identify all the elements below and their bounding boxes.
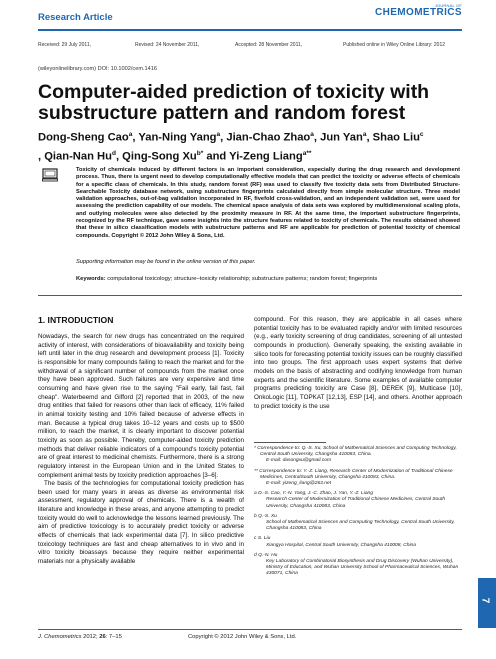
footnote-email[interactable]: E-mail: dasongxu@gmail.com	[266, 458, 332, 464]
affiliation-mark: a	[128, 131, 133, 138]
article-type: Research Article	[38, 12, 113, 23]
author-name: and Yi-Zeng Liang	[203, 150, 303, 163]
footer-rule	[38, 629, 462, 630]
page-number: 7	[479, 597, 491, 604]
affiliation-mark: a	[310, 131, 314, 138]
footnote-text: Q.-S. Xu	[258, 513, 277, 519]
computer-icon	[42, 168, 58, 182]
section-heading: 1. INTRODUCTION	[38, 315, 114, 325]
affiliation-mark: c	[419, 131, 424, 138]
article-dates	[38, 42, 462, 52]
body-paragraph: The basis of the technologies for computational toxicity prediction has been used for many years in areas as diverse as environmental risk assessment, regulatory approval of chemicals. There is a wealth of literature and knowledge in these areas, and anyone attempting to predict toxicity would do well to acknowledge the lessons learned previously. The aim of predictive toxicology is to accurately predict toxicity or adverse effects of chemicals that lack experimental data [7]. In silico predictive toxicology techniques are fast and cheap alternatives to in vivo and in vitro toxicity bioassays because they require neither experimental materials nor a physically available	[38, 480, 244, 566]
author-name: Dong-Sheng Cao	[38, 131, 129, 144]
page-number-tab	[478, 578, 496, 628]
author-name: , Jian-Chao Zhao	[220, 131, 311, 144]
author-name: , Yan-Ning Yang	[132, 131, 217, 144]
footnote	[254, 446, 462, 465]
affiliation-mark: a	[216, 131, 221, 138]
footer-citation	[38, 634, 122, 640]
footer-copyright: Copyright © 2012 John Wiley & Sons, Ltd.	[188, 634, 297, 640]
footnote-text: D.-S. Cao, Y.-N. Yang, J.-C. Zhao, J. Yan, Y.-Z. Liang	[258, 491, 373, 497]
footnote-affiliation: Research Center of Modernization of Traditional Chinese Medicines, Central South University, Changsha 410083, China	[266, 497, 446, 509]
journal-prefix: JOURNAL OF	[434, 3, 462, 8]
footnote-text: Correspondence to: Y.-Z. Liang, Research Center of Modernization of Traditional Chinese Medicines, CentralSouth University, Changsha 410083, China.	[259, 468, 453, 480]
author-name: , Jun Yan	[313, 131, 363, 144]
footnote	[254, 514, 462, 533]
affiliation-mark: a	[362, 131, 367, 138]
footnote-mark: **	[254, 468, 258, 474]
article-title: Computer-aided prediction of toxicity with substructure pattern and random forest	[38, 81, 430, 124]
footnote-mark: *	[254, 446, 256, 451]
footnote-email[interactable]: E-mail: yizeng_liang@263.net	[266, 481, 332, 487]
keywords-list: computational toxicology; structure–toxicity relationship; substructure patterns; random forest; fingerprints	[105, 276, 378, 282]
footnote-mark: c	[254, 536, 257, 542]
keywords	[76, 276, 460, 284]
affiliation-mark: a**	[302, 149, 312, 157]
footnote	[254, 491, 462, 510]
doi-line[interactable]: (wileyonlinelibrary.com) DOI: 10.1002/cem.1416	[38, 66, 157, 72]
footnote-affiliation: Key Laboratory of Combinatorial Biosynthesis and Drug Discovery (Wuhan University), Ministry of Education, and Wuhan University School of Pharmaceutical Sciences, Wuhan 430071, China	[266, 559, 459, 577]
footnote	[254, 469, 462, 488]
journal-name: CHEMOMETRICS	[374, 7, 462, 18]
abstract-text: Toxicity of chemicals induced by different factors is an important consideration, especially during the drug research and development process. Thus, there is urgent need to develop computationally effective models that can predict the toxicity or adverse effects of chemicals for a specific class of chemicals. In this study, random forest (RF) was used to classify five toxicity data sets from Distributed Structure-Searchable Toxicity database network, using substructure fingerprints calculated directly from simple molecular structure. Three model validation approaches, out-of-bag validation incorporated in RF, fivefold cross-validation, and an independent validation set, were used for assessing the prediction capability of our models. The chemical space analysis of data sets was explored by multidimensional scaling plots, and outlying molecules were also detected by the proximity measure in RF. At the same time, the important substructure fingerprints, recognized by the RF technique, gave some insights into the structure features related to toxicity of chemicals. The results obtained showed that these in silico classification models with substructure patterns and RF are applicable for prediction of potential toxicity of chemical compounds. Copyright © 2012 John Wiley & Sons, Ltd.	[76, 167, 460, 239]
affiliation-mark: d	[111, 149, 116, 157]
footnote-text: Correspondence to: Q.-S. Xu, School of Mathematical Sciences and Computing Technology, Central South University, Changsha 410083, China.	[257, 446, 457, 458]
author-list	[38, 127, 462, 164]
footnote-text: S. Liu	[257, 536, 271, 542]
footnote-affiliation: School of Mathematical Sciences and Computing Technology, Central South University, Changsha 410083, China	[266, 520, 455, 532]
footnote-affiliation: Xiangya Hospital, Central South University, Changsha 410008, China	[266, 542, 416, 548]
body-paragraph: compound. For this reason, they are applicable in all cases where potential toxicity has to be evaluated rapidly and/or with limited resources (e.g., early toxicity screening of drug candidates, screening of all untested compounds in production). Generally speaking, the existing available in silico tools for forecasting potential toxicity issues can be roughly classified into two groups. The first approach uses expert systems that derive models on the basis of abstracting and codifying knowledge from human experts and the scientific literature. Some examples of available computer programs predicting toxicity are Case [8], DEREK [9], Multicase [10], OnkoLogic [11], TOPKAT [12,13], ESP [14], and others. Another approach to predict toxicity is the use	[254, 316, 462, 410]
keywords-label: Keywords:	[76, 276, 106, 282]
footnote	[254, 536, 462, 548]
accepted-date: Accepted: 28 November 2011,	[235, 42, 303, 48]
footer-year: 2012;	[81, 634, 100, 640]
footnote-mark: d	[254, 552, 257, 558]
section-divider	[38, 295, 462, 296]
supporting-info-note: Supporting information may be found in the online version of this paper.	[76, 259, 256, 265]
footer-volume: 26	[99, 634, 106, 640]
received-date: Received: 29 July 2011,	[38, 42, 91, 48]
footer-journal: J. Chemometrics	[38, 634, 82, 640]
footnote-mark: b	[254, 513, 257, 519]
footnote-rule	[254, 442, 326, 443]
footnote	[254, 553, 462, 578]
journal-logo	[375, 4, 462, 18]
footer-pages: : 7–15	[105, 634, 122, 640]
author-name: , Shao Liu	[366, 131, 420, 144]
footnote-mark: a	[254, 491, 257, 497]
author-name: , Qian-Nan Hu	[38, 150, 112, 163]
affiliation-mark: b*	[196, 149, 204, 157]
footnotes	[254, 446, 462, 582]
header-rule	[38, 29, 462, 31]
page-header	[0, 0, 496, 34]
body-column-right	[254, 316, 462, 411]
revised-date: Revised: 24 November 2011,	[135, 42, 200, 48]
body-paragraph: Nowadays, the search for new drugs has concentrated on the required activity of interest, with considerations of bioavailability and toxicity being left until later in the drug research and development process [1]. Toxicity is responsible for many compounds failing to reach the market and for the withdrawal of a significant number of compounds from the market once they have been approved. Such failures are very expensive and time consuming and have given rise to the saying "Fail early, fail fast, fail cheap". Waterbeemd and Gifford [2] reported that in 2003, of the new drug entities that failed for reasons other than lack of efficacy, 11% failed in animal toxicity testing and 10% failed because of adverse effects in man. Because a typical drug takes 10–12 years and costs up to $500 million, to reach the market, it is clearly important to discover potential toxicity as soon as possible. Thereby, computer-aided toxicity prediction methods that deliver reliable indicators of a compound's toxicity potential are of great interest to medicinal chemists. Furthermore, there is a strong regulatory interest in the European Union and in the United States to complement animal tests by toxicity prediction approaches [3–6].	[38, 333, 244, 479]
footnote-text: Q.-N. Hu	[258, 552, 278, 558]
published-date: Published online in Wiley Online Library: 2012	[343, 42, 446, 48]
body-column-left	[38, 333, 244, 567]
author-name: , Qing-Song Xu	[115, 150, 197, 163]
